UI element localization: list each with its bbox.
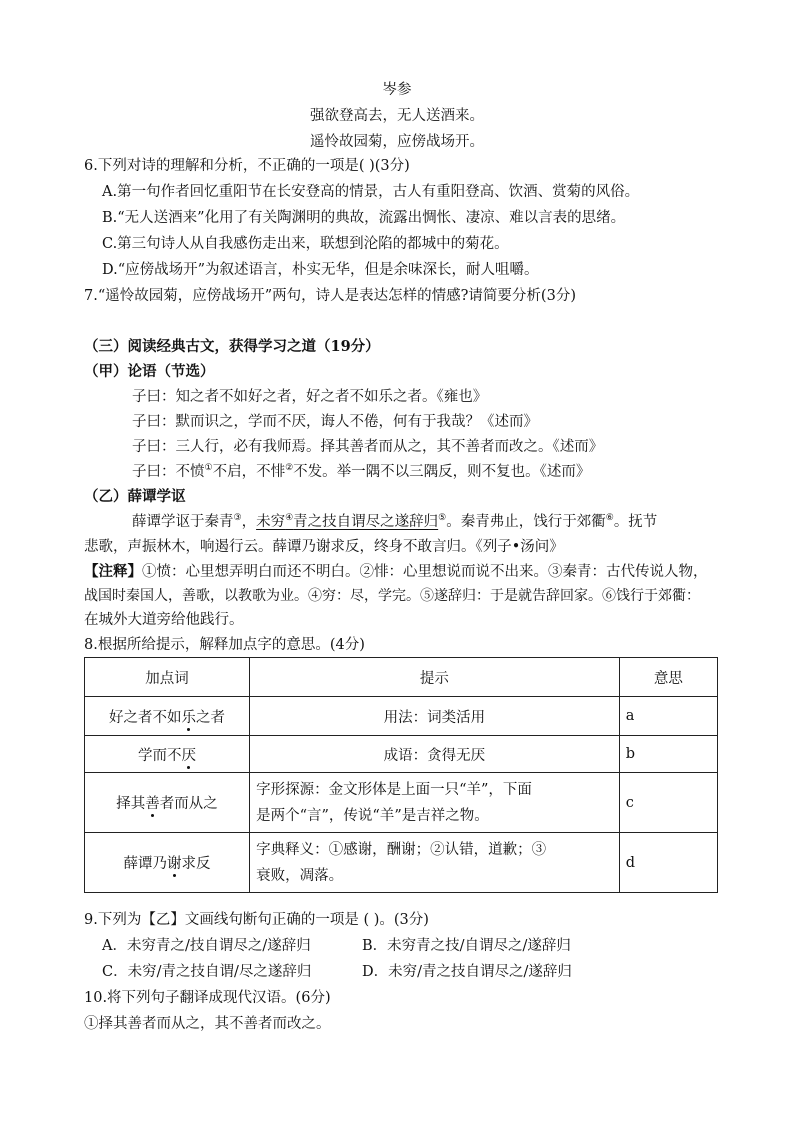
hint-cell — [250, 833, 620, 893]
yi-part-d: 青之技自谓尽之遂辞归 — [293, 514, 439, 530]
poem-line-2: 遥怜故园菊，应傍战场开。 — [310, 134, 484, 150]
hint-cell: 用法：词类活用 — [250, 697, 620, 736]
notes-line-1 — [84, 562, 708, 582]
q6-option-b: B.“无人送酒来”化用了有关陶渊明的典故，流露出惆怅、凄凉、难以言表的思绪。 — [102, 210, 626, 226]
jia-quote-4-part-c: 不发。举一隅不以三隅反，则不复也。《述而》 — [293, 464, 591, 480]
q9-option-c: C．未穷/青之技自谓/尽之遂辞归 — [102, 964, 312, 980]
yi-part-a: 薛谭学讴于秦青 — [132, 514, 234, 530]
hint-line-1: 字典释义：①感谢，酬谢；②认错，道歉；③ — [256, 841, 547, 858]
q8-stem: 8.根据所给提示，解释加点字的意思。(4分) — [84, 637, 365, 653]
table-row — [85, 697, 718, 736]
answer-cell: c — [619, 773, 717, 833]
yi-text-line-1 — [132, 512, 657, 532]
note-ref-1: ① — [204, 463, 213, 474]
poem-author: 岑参 — [382, 82, 412, 98]
word-pre: 择其 — [116, 796, 146, 812]
q7-stem: 7.“遥怜故园菊，应傍战场开”两句，诗人是表达怎样的情感?请简要分析(3分) — [84, 288, 576, 304]
table-row — [85, 833, 718, 893]
word-cell — [85, 833, 250, 893]
jia-quote-4 — [132, 462, 590, 482]
section3-title: （三）阅读经典古文，获得学习之道（19分） — [84, 338, 380, 355]
q9-stem: 9.下列为【乙】文画线句断句正确的一项是 ( )。(3分) — [84, 912, 429, 928]
header-hint: 提示 — [250, 658, 620, 697]
hint-line-1: 字形探源：金文形体是上面一只“羊”，下面 — [256, 781, 532, 798]
jia-quote-1: 子曰：知之者不如好之者，好之者不如乐之者。《雍也》 — [132, 389, 488, 405]
word-pre: 薛谭乃 — [123, 856, 168, 872]
dotted-char: 谢 — [167, 852, 182, 873]
word-post: 之者 — [196, 709, 226, 726]
hint-cell — [250, 773, 620, 833]
table-header-row — [85, 658, 718, 697]
answer-cell: a — [619, 697, 717, 736]
underlined-sentence — [256, 514, 438, 530]
poem-line-1: 强欲登高去，无人送酒来。 — [310, 108, 484, 124]
word-cell — [85, 697, 250, 736]
note-ref-5: ⑤ — [438, 513, 447, 524]
word-cell — [85, 773, 250, 833]
header-meaning: 意思 — [619, 658, 717, 697]
q9-option-d: D．未穷/青之技自谓尽之/遂辞归 — [362, 964, 572, 980]
dotted-char: 乐 — [182, 706, 197, 727]
yi-part-b: ， — [241, 514, 257, 530]
hint-cell: 成语：贪得无厌 — [250, 736, 620, 773]
word-pre: 学而不 — [138, 747, 182, 764]
yi-part-f: 。抚节 — [613, 514, 658, 530]
q6-stem: 6.下列对诗的理解和分析，不正确的一项是( )(3分) — [84, 158, 410, 174]
jia-quote-4-part-a: 子曰：不愤 — [132, 464, 205, 480]
q6-option-a: A.第一句作者回忆重阳节在长安登高的情景，古人有重阳登高、饮酒、赏菊的风俗。 — [102, 184, 640, 200]
yi-text-line-2: 悲歌，声振林木，响遏行云。薛谭乃谢求反，终身不敢言归。《列子•汤问》 — [84, 539, 564, 555]
vocab-table — [84, 657, 718, 893]
note-ref-4: ④ — [285, 513, 294, 524]
table-row — [85, 736, 718, 773]
notes-line-2: 战国时秦国人，善歌，以教歌为业。④穷：尽，学完。⑤遂辞归：于是就告辞回家。⑥饯行于郊衢： — [84, 588, 700, 604]
yi-part-e: 。秦青弗止，饯行于郊衢 — [446, 514, 606, 530]
yi-title: （乙）薛谭学讴 — [84, 488, 186, 505]
hint-line-2: 是两个“言”，传说“羊”是吉祥之物。 — [256, 807, 489, 824]
jia-quote-3: 子曰：三人行，必有我师焉。择其善者而从之，其不善者而改之。《述而》 — [132, 439, 604, 455]
header-word: 加点词 — [85, 658, 250, 697]
note-ref-2: ② — [285, 463, 294, 474]
q6-option-c: C.第三句诗人从自我感伤走出来，联想到沦陷的都城中的菊花。 — [102, 236, 509, 252]
hint-line-2: 衰败，凋落。 — [256, 867, 344, 884]
jia-quote-2: 子曰：默而识之，学而不厌，诲人不倦，何有于我哉？《述而》 — [132, 414, 538, 430]
word-cell — [85, 736, 250, 773]
q9-option-b: B．未穷青之技/自谓尽之/遂辞归 — [362, 938, 571, 954]
dotted-char: 善 — [145, 792, 160, 813]
jia-quote-4-part-b: 不启，不悱 — [212, 464, 286, 480]
notes-text-1: ①愤：心里想弄明白而还不明白。②悱：心里想说而说不出来。③秦青：古代传说人物， — [142, 564, 708, 580]
q10-stem: 10.将下列句子翻译成现代汉语。(6分) — [84, 990, 331, 1006]
dotted-char: 厌 — [182, 744, 197, 765]
note-ref-6: ⑥ — [605, 513, 614, 524]
q9-option-a: A．未穷青之/技自谓尽之/遂辞归 — [102, 938, 311, 954]
word-post: 求反 — [181, 856, 211, 872]
word-pre: 好之者不如 — [109, 709, 182, 726]
jia-title: （甲）论语（节选） — [84, 363, 215, 380]
table-row — [85, 773, 718, 833]
word-post: 者而从之 — [159, 796, 218, 812]
q6-option-d: D.“应傍战场开”为叙述语言，朴实无华，但是余味深长，耐人咀嚼。 — [102, 262, 539, 278]
notes-line-3: 在城外大道旁给他践行。 — [84, 612, 244, 628]
notes-label: 【注释】 — [84, 563, 142, 580]
q10-item-1: ①择其善者而从之，其不善者而改之。 — [84, 1016, 331, 1032]
answer-cell: b — [619, 736, 717, 773]
yi-part-c: 未穷 — [256, 514, 286, 530]
answer-cell: d — [619, 833, 717, 893]
note-ref-3: ③ — [233, 513, 242, 524]
